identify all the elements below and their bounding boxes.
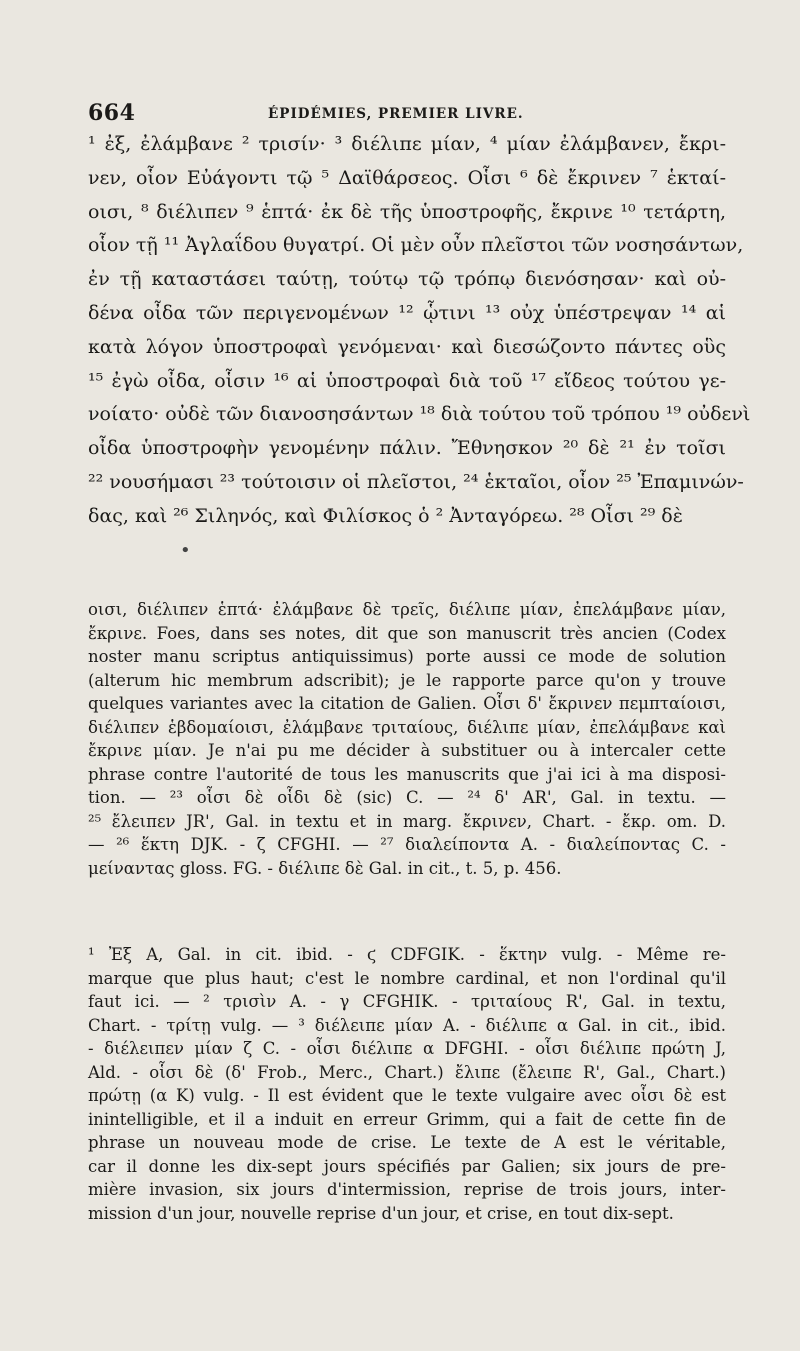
footnote-line: tion. — ²³ οἷσι δὲ οἷδι δὲ (sic) C. — ²⁴ δ' AR', Gal. in textu. — [88,788,726,807]
text-line: οἶδα ὑποστροφὴν γενομένην πάλιν. Ἔθνησκον ²⁰ δὲ ²¹ ἐν τοῖσι [88,437,726,460]
footnotes-main [88,943,726,1225]
text-line: οἷον τῇ ¹¹ Ἀγλαΐδου θυγατρί. Οἱ μὲν οὖν πλεῖστοι τῶν νοσησάντων, [88,234,744,257]
footnote-line: (alterum hic membrum adscribit); je le rapporte parce qu'on y trouve [88,670,726,690]
text-line: ¹ ἐξ, ἐλάμβανε ² τρισίν· ³ διέλιπε μίαν, ⁴ μίαν ἐλάμβανεν, ἔκρι- [88,133,726,155]
page-header [88,100,724,126]
running-head: ÉPIDÉMIES, PREMIER LIVRE. [268,106,524,122]
footnote-line: - διέλειπεν μίαν ζ C. - οἷσι διέλιπε α DFGHI. - οἷσι διέλιπε πρώτη J, [88,1039,726,1058]
footnote-line: ¹ Ἐξ A, Gal. in cit. ibid. - ϛ CDFGIK. - ἕκτην vulg. - Même re- [88,945,726,964]
footnote-line: Chart. - τρίτῃ vulg. — ³ διέλειπε μίαν A. - διέλιπε α Gal. in cit., ibid. [88,1015,726,1035]
footnote-line: mission d'un jour, nouvelle reprise d'un jour, et crise, en tout dix-sept. [88,1203,674,1223]
footnote-line: inintelligible, et il a induit en erreur Grimm, qui a fait de cette fin de [88,1109,726,1129]
text-line: ἐν τῇ καταστάσει ταύτῃ, τούτῳ τῷ τρόπῳ διενόσησαν· καὶ οὐ- [88,268,726,291]
text-line: νεν, οἷον Εὐάγοντι τῷ ⁵ Δαϊθάρσεος. Οἷσι ⁶ δὲ ἔκρινεν ⁷ ἑκταί- [88,166,726,189]
text-line: νοίατο· οὐδὲ τῶν διανοσησάντων ¹⁸ διὰ τούτου τοῦ τρόπου ¹⁹ οὐδενὶ [88,403,751,426]
footnote-line: — ²⁶ ἕκτη DJK. - ζ CFGHI. — ²⁷ διαλείποντα A. - διαλείποντας C. - [88,835,726,854]
footnote-line: phrase un nouveau mode de crise. Le texte de A est le véritable, [88,1133,726,1152]
stray-mark: • [180,540,191,561]
footnotes-continued [88,598,726,880]
greek-main-text [88,128,751,534]
footnote-line: mière invasion, six jours d'intermission, reprise de trois jours, inter- [88,1180,726,1199]
text-line: ²² νουσήμασι ²³ τούτοισιν οἱ πλεῖστοι, ²⁴ ἑκταῖοι, οἷον ²⁵ Ἐπαμινών- [88,470,744,493]
footnote-line: quelques variantes avec la citation de Galien. Οἷσι δ' ἔκρινεν πεμπταίοισι, [88,694,726,713]
page-number: 664 [88,100,136,126]
footnote-line: ἔκρινε. Foes, dans ses notes, dit que son manuscrit très ancien (Codex [88,623,726,643]
footnote-line: Ald. - οἷσι δὲ (δ' Frob., Merc., Chart.) ἔλιπε (ἔλειπε R', Gal., Chart.) [88,1062,726,1082]
text-line: δας, καὶ ²⁶ Σιληνός, καὶ Φιλίσκος ὁ ² Ἀνταγόρεω. ²⁸ Οἷσι ²⁹ δὲ [88,504,683,527]
footnote-line: phrase contre l'autorité de tous les manuscrits que j'ai ici à ma disposi- [88,764,726,784]
footnote-line: noster manu scriptus antiquissimus) porte aussi ce mode de solution [88,647,726,666]
footnote-line: ²⁵ ἔλειπεν JR', Gal. in textu et in marg. ἔκρινεν, Chart. - ἔκρ. om. D. [88,811,726,831]
text-line: κατὰ λόγον ὑποστροφαὶ γενόμεναι· καὶ διεσώζοντο πάντες οὓς [88,335,726,358]
text-line: δένα οἶδα τῶν περιγενομένων ¹² ᾧτινι ¹³ οὐχ ὑπέστρεψαν ¹⁴ αἱ [88,301,726,324]
footnote-line: διέλιπεν ἑβδομαίοισι, ἐλάμβανε τριταίους, διέλιπε μίαν, ἐπελάμβανε καὶ [88,717,726,737]
footnote-line: μείναντας gloss. FG. - διέλιπε δὲ Gal. in cit., t. 5, p. 456. [88,858,562,878]
footnote-line: faut ici. — ² τρισὶν A. - γ CFGHIK. - τριταίους R', Gal. in textu, [88,992,726,1011]
footnote-line: ἔκρινε μίαν. Je n'ai pu me décider à substituer ou à intercaler cette [88,741,726,760]
text-line: οισι, ⁸ διέλιπεν ⁹ ἑπτά· ἐκ δὲ τῆς ὑποστροφῆς, ἔκρινε ¹⁰ τετάρτη, [88,200,726,223]
footnote-line: οισι, διέλιπεν ἑπτά· ἐλάμβανε δὲ τρεῖς, διέλιπε μίαν, ἐπελάμβανε μίαν, [88,600,726,619]
text-line: ¹⁵ ἐγὼ οἶδα, οἷσιν ¹⁶ αἱ ὑποστροφαὶ διὰ τοῦ ¹⁷ εἴδεος τούτου γε- [88,369,726,392]
footnote-line: marque que plus haut; c'est le nombre cardinal, et non l'ordinal qu'il [88,968,726,988]
footnote-line: car il donne les dix-sept jours spécifiés par Galien; six jours de pre- [88,1156,726,1176]
footnote-line: πρώτῃ (α K) vulg. - Il est évident que le texte vulgaire avec οἷσι δὲ est [88,1086,726,1105]
